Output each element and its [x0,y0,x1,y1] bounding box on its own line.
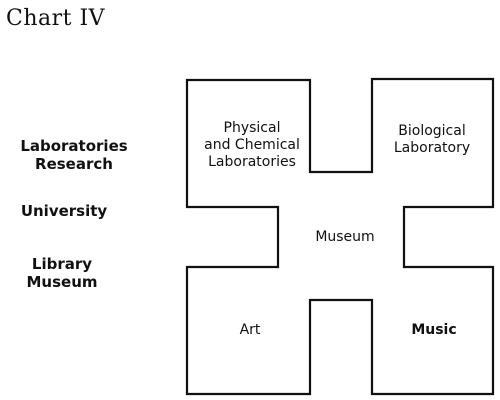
room-biological-line: Biological [398,123,466,139]
label-museum-side: Museum [26,273,98,291]
label-university-text: University [20,202,108,220]
room-museum: Museum [315,229,375,245]
room-chemical-line: and Chemical [204,137,300,153]
room-art: Art [239,322,261,338]
room-laboratory-line: Laboratory [393,140,471,156]
room-physical-chemical-laboratories [192,120,312,171]
chart-title: Chart IV [6,6,106,31]
label-laboratories: Laboratories [20,137,128,155]
label-library: Library [31,255,93,273]
room-physical-line: Physical [223,120,281,136]
room-biological-laboratory [372,123,492,157]
room-music: Music [411,322,457,338]
label-research: Research [35,155,113,173]
room-laboratories-line: Laboratories [208,154,296,170]
